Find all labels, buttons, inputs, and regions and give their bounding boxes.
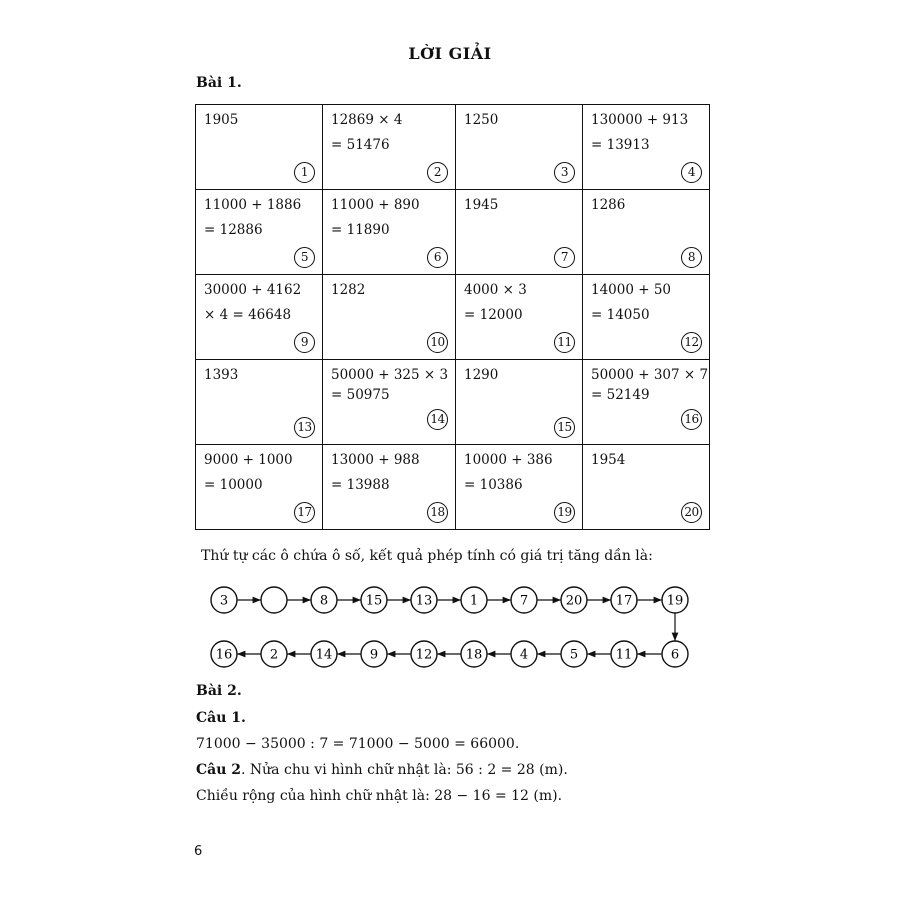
sequence-node	[461, 587, 487, 613]
question-1-answer: 71000 − 35000 : 7 = 71000 − 5000 = 66000.	[196, 736, 520, 752]
sequence-node-label: 18	[465, 647, 483, 663]
cell-expression: 11000 + 890	[331, 197, 420, 213]
cell-expression: 11000 + 1886	[204, 197, 302, 213]
sequence-node	[311, 587, 337, 613]
sequence-node	[611, 641, 637, 667]
question-1-label: Câu 1.	[196, 710, 246, 726]
cell-result: = 12000	[464, 307, 523, 323]
cell-expression: 14000 + 50	[591, 282, 672, 298]
sequence-node-label: 2	[269, 647, 279, 663]
sequence-node	[611, 587, 637, 613]
question-2-label: Câu 2	[196, 762, 242, 778]
cell-result: = 13988	[331, 477, 390, 493]
cell-expression: 1286	[591, 197, 626, 213]
sequence-node-label: 9	[369, 647, 379, 663]
sequence-node-label: 8	[319, 593, 329, 609]
sequence-node	[511, 641, 537, 667]
sequence-node	[561, 641, 587, 667]
cell-result: = 51476	[331, 137, 390, 153]
sequence-node-label: 1	[469, 593, 479, 609]
sequence-node	[211, 641, 237, 667]
sequence-node	[662, 587, 688, 613]
width-answer: Chiều rộng của hình chữ nhật là: 28 − 16 = 12 (m).	[196, 788, 563, 804]
sequence-node	[511, 587, 537, 613]
sequence-node	[561, 587, 587, 613]
cell-number-badge: 18	[427, 502, 448, 523]
cell-expression: 1290	[464, 367, 499, 383]
sequence-node-label: 5	[569, 647, 579, 663]
cell-number-badge: 13	[294, 417, 315, 438]
cell-expression: 1250	[464, 112, 499, 128]
sequence-node-label: 4	[519, 647, 529, 663]
sequence-node-label: 20	[565, 593, 583, 609]
sequence-node-label: 15	[365, 593, 383, 609]
cell-number-badge: 9	[294, 332, 315, 353]
question-2-text: . Nửa chu vi hình chữ nhật là: 56 : 2 = 28 (m).	[241, 762, 568, 778]
sequence-node-label: 17	[615, 593, 633, 609]
cell-result: = 12886	[204, 222, 263, 238]
question-2-answer	[196, 762, 568, 778]
cell-number-badge: 8	[681, 247, 702, 268]
cell-expression: 50000 + 307 × 7	[591, 367, 709, 383]
cell-number-badge: 14	[427, 409, 448, 430]
sequence-node-label: 6	[670, 647, 680, 663]
cell-number-badge: 10	[427, 332, 448, 353]
sequence-node-label: 19	[666, 593, 684, 609]
sequence-node	[662, 641, 688, 667]
cell-expression: 1282	[331, 282, 366, 298]
sequence-node-label: 11	[615, 647, 633, 663]
cell-expression: 9000 + 1000	[204, 452, 293, 468]
page-title: LỜI GIẢI	[408, 44, 492, 63]
sequence-node	[411, 641, 437, 667]
page-number: 6	[194, 844, 203, 859]
cell-expression: 1905	[204, 112, 239, 128]
sequence-node	[411, 587, 437, 613]
cell-expression: 4000 × 3	[464, 282, 527, 298]
cell-number-badge: 2	[427, 162, 448, 183]
sequence-node	[211, 587, 237, 613]
cell-number-badge: 11	[554, 332, 575, 353]
cell-number-badge: 19	[554, 502, 575, 523]
cell-number-badge: 20	[681, 502, 702, 523]
cell-number-badge: 5	[294, 247, 315, 268]
sequence-node-label: 3	[219, 593, 229, 609]
sequence-node	[361, 641, 387, 667]
cell-expression: 1945	[464, 197, 499, 213]
cell-expression: 12869 × 4	[331, 112, 403, 128]
cell-expression: 1393	[204, 367, 239, 383]
cell-expression: 50000 + 325 × 3	[331, 367, 449, 383]
cell-expression: 30000 + 4162	[204, 282, 302, 298]
cell-expression: 130000 + 913	[591, 112, 689, 128]
exercise-1-heading: Bài 1.	[196, 75, 242, 91]
cell-number-badge: 6	[427, 247, 448, 268]
cell-result: = 10000	[204, 477, 263, 493]
cell-number-badge: 4	[681, 162, 702, 183]
cell-result: = 14050	[591, 307, 650, 323]
sequence-node-label: 7	[519, 593, 529, 609]
sequence-node-label: 16	[215, 647, 233, 663]
cell-expression: 1954	[591, 452, 626, 468]
cell-result: × 4 = 46648	[204, 307, 292, 323]
cell-number-badge: 1	[294, 162, 315, 183]
sequence-node-label: 13	[415, 593, 433, 609]
sequence-node-label: 12	[415, 647, 433, 663]
cell-number-badge: 16	[681, 409, 702, 430]
cell-expression: 13000 + 988	[331, 452, 420, 468]
sequence-node	[261, 641, 287, 667]
cell-result: = 50975	[331, 387, 390, 403]
sequence-node	[361, 587, 387, 613]
cell-number-badge: 3	[554, 162, 575, 183]
exercise-2-heading: Bài 2.	[196, 683, 242, 699]
sequence-node	[261, 587, 287, 613]
cell-number-badge: 17	[294, 502, 315, 523]
cell-result: = 13913	[591, 137, 650, 153]
sequence-node-label: 14	[315, 647, 333, 663]
cell-number-badge: 15	[554, 417, 575, 438]
cell-number-badge: 12	[681, 332, 702, 353]
cell-number-badge: 7	[554, 247, 575, 268]
sequence-caption: Thứ tự các ô chứa ô số, kết quả phép tính có giá trị tăng dần là:	[201, 548, 653, 564]
cell-expression: 10000 + 386	[464, 452, 553, 468]
sequence-node	[461, 641, 487, 667]
sequence-node	[311, 641, 337, 667]
cell-result: = 52149	[591, 387, 650, 403]
cell-result: = 10386	[464, 477, 523, 493]
cell-result: = 11890	[331, 222, 390, 238]
